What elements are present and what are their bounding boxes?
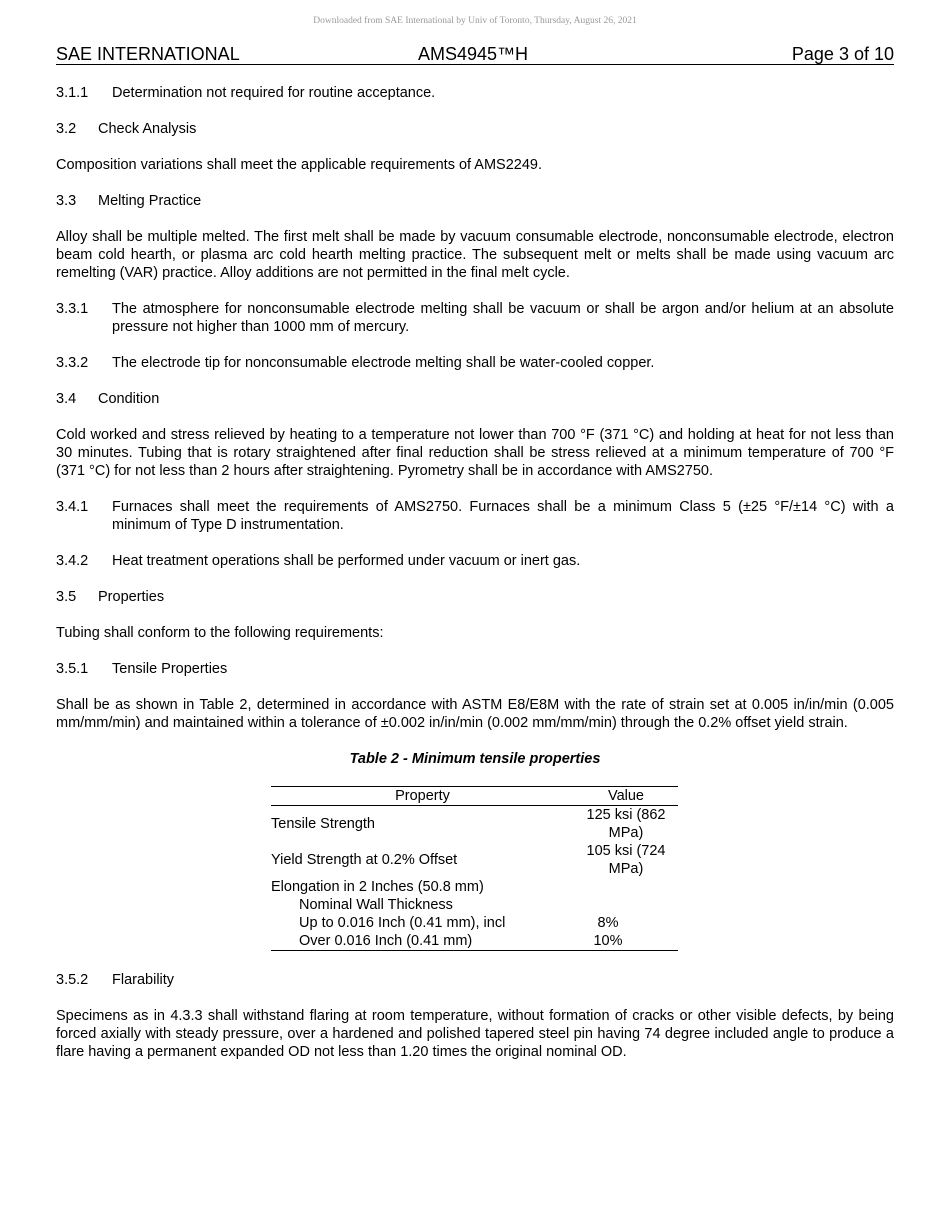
cell-value <box>574 878 678 896</box>
section-number: 3.3.1 <box>56 301 89 317</box>
section-title: Tensile Properties <box>112 661 228 677</box>
section-text: The electrode tip for nonconsumable electrode melting shall be water-cooled copper. <box>112 355 655 371</box>
table-row <box>271 806 678 843</box>
section-number: 3.2 <box>56 121 77 137</box>
section-title: Properties <box>98 589 165 605</box>
section-text: Determination not required for routine acceptance. <box>112 85 436 101</box>
section-3-5-1-heading <box>56 660 894 678</box>
cell-property: Yield Strength at 0.2% Offset <box>271 852 458 868</box>
table-row <box>271 878 678 896</box>
section-3-2-heading <box>56 120 894 138</box>
document-body <box>56 84 894 1079</box>
table-2 <box>56 786 894 951</box>
cell-value: 8% <box>597 915 619 931</box>
page-header <box>56 44 894 65</box>
cell-property: Up to 0.016 Inch (0.41 mm), incl <box>299 915 506 931</box>
table-row <box>271 932 678 951</box>
download-watermark: Downloaded from SAE International by Univ of Toronto, Thursday, August 26, 2021 <box>313 16 637 26</box>
section-title: Condition <box>98 391 160 407</box>
header-org: SAE INTERNATIONAL <box>56 44 240 64</box>
section-number: 3.3.2 <box>56 355 89 371</box>
section-3-2-paragraph: Composition variations shall meet the applicable requirements of AMS2249. <box>56 157 543 173</box>
section-3-4-1 <box>56 498 894 534</box>
table-row <box>271 914 678 932</box>
cell-property: Tensile Strength <box>271 816 375 832</box>
section-3-3-2 <box>56 354 894 372</box>
table-header-row <box>271 787 678 806</box>
section-title: Check Analysis <box>98 121 197 137</box>
section-3-3-heading <box>56 192 894 210</box>
section-text: Furnaces shall meet the requirements of AMS2750. Furnaces shall be a minimum Class 5 (±25 °F/±14 °C) with a minimum of Type D instrumentation. <box>112 499 894 533</box>
section-3-4-paragraph: Cold worked and stress relieved by heating to a temperature not lower than 700 °F (371 °C) and holding at heat for not less than 30 minutes. Tubing that is rotary straightened after final reduction shall be stress relieved at a minimum temperature of 700 °F (371 °C) for not less than 2 hours after straightening. Pyrometry shall be in accordance with AMS2750. <box>56 427 894 479</box>
section-number: 3.3 <box>56 193 77 209</box>
cell-value: 10% <box>574 932 678 951</box>
section-title: Melting Practice <box>98 193 202 209</box>
table-2-caption: Table 2 - Minimum tensile properties <box>349 751 601 767</box>
cell-property: Nominal Wall Thickness <box>299 897 453 913</box>
section-3-5-1-paragraph: Shall be as shown in Table 2, determined in accordance with ASTM E8/E8M with the rate of strain set at 0.005 in/in/min (0.005 mm/mm/min) and maintained within a tolerance of ±0.002 in/in/min (0.002 mm/mm/min) through the 0.2% offset yield strain. <box>56 697 894 731</box>
header-doc-number: AMS4945™H <box>418 44 529 64</box>
section-number: 3.4.1 <box>56 499 89 515</box>
section-3-3-1 <box>56 300 894 336</box>
section-number: 3.4.2 <box>56 553 89 569</box>
cell-value: 105 ksi (724 MPa) <box>586 843 666 877</box>
cell-property: Elongation in 2 Inches (50.8 mm) <box>271 879 484 895</box>
section-number: 3.1.1 <box>56 85 89 101</box>
section-number: 3.5.2 <box>56 972 89 988</box>
section-number: 3.5 <box>56 589 77 605</box>
section-3-5-2-paragraph: Specimens as in 4.3.3 shall withstand flaring at room temperature, without formation of cracks or other visible defects, by being forced axially with steady pressure, over a hardened and polished tapered steel pin having 74 degree included angle to produce a flare having a permanent expanded OD not less than 1.20 times the original nominal OD. <box>56 1008 894 1060</box>
header-property: Property <box>271 787 574 806</box>
section-3-1-1 <box>56 84 894 102</box>
section-3-3-paragraph: Alloy shall be multiple melted. The first melt shall be made by vacuum consumable electrode, nonconsumable electrode, electron beam cold hearth, or plasma arc cold hearth melting practice. The subsequent melt or melts shall be made using vacuum arc remelting (VAR) practice. Alloy additions are not permitted in the final melt cycle. <box>56 229 894 281</box>
table-row <box>271 896 678 914</box>
cell-value: 125 ksi (862 MPa) <box>586 807 666 841</box>
section-3-4-heading <box>56 390 894 408</box>
table-row <box>271 842 678 878</box>
section-3-4-2 <box>56 552 894 570</box>
header-value: Value <box>574 787 678 806</box>
section-text: Heat treatment operations shall be performed under vacuum or inert gas. <box>112 553 581 569</box>
header-page-number: Page 3 of 10 <box>791 44 894 64</box>
section-number: 3.4 <box>56 391 77 407</box>
section-3-5-heading <box>56 588 894 606</box>
section-text: The atmosphere for nonconsumable electrode melting shall be vacuum or shall be argon and/or helium at an absolute pressure not higher than 1000 mm of mercury. <box>112 301 894 335</box>
cell-value <box>574 896 678 914</box>
section-title: Flarability <box>112 972 175 988</box>
section-3-5-paragraph: Tubing shall conform to the following requirements: <box>56 625 384 641</box>
section-3-5-2-heading <box>56 971 894 989</box>
section-number: 3.5.1 <box>56 661 89 677</box>
cell-property: Over 0.016 Inch (0.41 mm) <box>271 932 574 951</box>
